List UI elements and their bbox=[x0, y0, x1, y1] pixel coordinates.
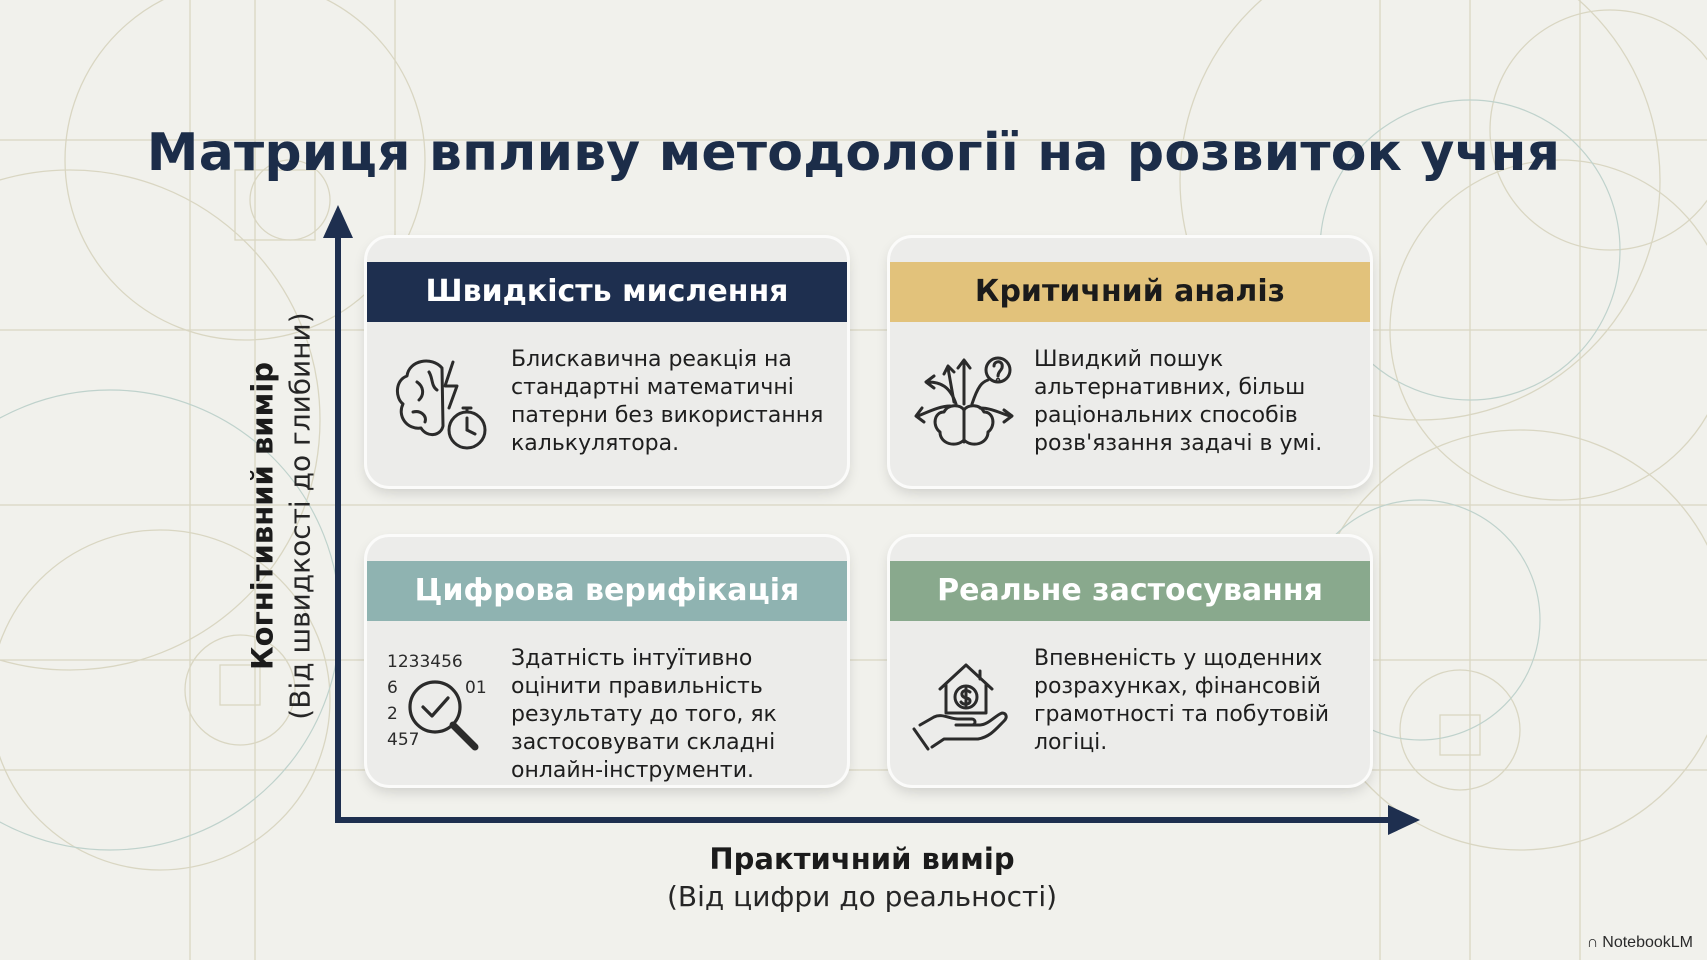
quadrant-card-critical-analysis bbox=[890, 238, 1370, 486]
quadrant-heading: Швидкість мислення bbox=[367, 262, 847, 322]
quadrant-heading: Критичний аналіз bbox=[890, 262, 1370, 322]
quadrant-card-real-application bbox=[890, 537, 1370, 785]
brain-lightning-stopwatch-icon bbox=[387, 346, 497, 456]
y-axis-title: Когнітивний вимір bbox=[245, 361, 280, 671]
brand-name: NotebookLM bbox=[1602, 934, 1693, 951]
x-axis-subtitle: (Від цифри до реальності) bbox=[666, 880, 1058, 913]
quadrant-heading: Реальне застосування bbox=[890, 561, 1370, 621]
icon-digits-row-2a: 6 bbox=[387, 678, 398, 698]
hand-house-money-icon bbox=[910, 645, 1020, 755]
page-title: Матриця впливу методології на розвиток учня bbox=[146, 122, 1561, 183]
x-axis-label bbox=[512, 842, 1212, 913]
x-axis-arrow bbox=[1388, 805, 1420, 835]
y-axis-label bbox=[246, 256, 317, 776]
brand-watermark bbox=[1587, 934, 1693, 952]
brain-branching-arrows-icon bbox=[910, 346, 1020, 456]
icon-digits-row-3: 2 bbox=[387, 704, 398, 724]
icon-digits-row-4: 457 bbox=[387, 730, 420, 750]
y-axis-arrow bbox=[323, 205, 353, 238]
numbers-magnifier-check-icon bbox=[387, 645, 497, 755]
y-axis-subtitle: (Від швидкості до глибини) bbox=[283, 312, 317, 720]
quadrant-card-thinking-speed bbox=[367, 238, 847, 486]
x-axis-title: Практичний вимір bbox=[709, 842, 1015, 876]
icon-digits-row-1: 1233456 bbox=[387, 652, 463, 672]
quadrant-card-digital-verification bbox=[367, 537, 847, 785]
icon-digits-row-2b: 01 bbox=[465, 678, 487, 698]
quadrant-description: Здатність інтуїтивно оцінити правильність результату до того, як застосовувати складні онлайн-інструменти. bbox=[511, 646, 777, 783]
notebooklm-logo-icon: ∩ bbox=[1586, 934, 1599, 951]
quadrant-description: Блискавична реакція на стандартні математичні патерни без використання калькулятора. bbox=[511, 347, 824, 456]
quadrant-heading: Цифрова верифікація bbox=[367, 561, 847, 621]
quadrant-description: Впевненість у щоденних розрахунках, фінансовій грамотності та побутовій логіці. bbox=[1034, 646, 1330, 755]
quadrant-description: Швидкий пошук альтернативних, більш раціональних способів розв'язання задачі в умі. bbox=[1034, 347, 1323, 456]
